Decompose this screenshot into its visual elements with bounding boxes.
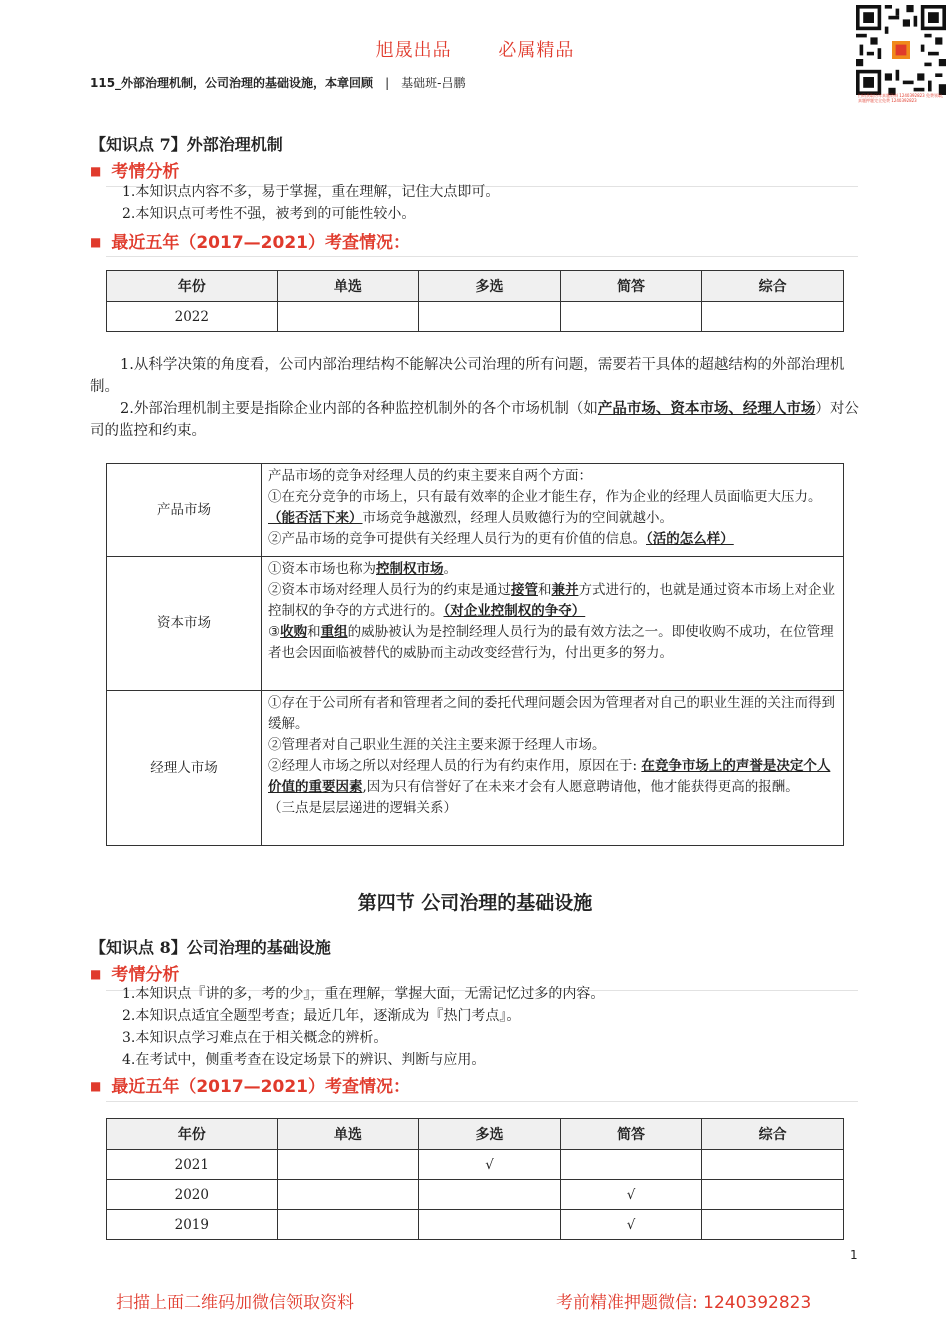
bullet-icon: ■ xyxy=(90,164,102,178)
table-cell: 2020 xyxy=(107,1180,278,1210)
table-cell xyxy=(277,1180,419,1210)
kp7-analysis-line-1: 1.本知识点内容不多，易于掌握，重在理解，记住大点即可。 xyxy=(122,184,500,200)
table-cell xyxy=(560,1150,702,1180)
table-row xyxy=(107,1210,844,1240)
table-cell xyxy=(702,1210,844,1240)
banner xyxy=(0,36,950,62)
table-row xyxy=(107,464,844,557)
kp7-title: 【知识点 7】外部治理机制 xyxy=(90,135,283,154)
kp8-analysis-line-4: 4.在考试中，侧重考查在设定场景下的辨识、判断与应用。 xyxy=(122,1052,486,1068)
breadcrumb-title: 115_外部治理机制，公司治理的基础设施，本章回顾 xyxy=(90,76,374,90)
table-cell xyxy=(702,1180,844,1210)
table-cell xyxy=(277,1150,419,1180)
market-name: 产品市场 xyxy=(107,464,262,557)
column-header: 综合 xyxy=(702,271,844,302)
kp8-title: 【知识点 8】公司治理的基础设施 xyxy=(90,938,331,957)
table-cell: √ xyxy=(419,1150,561,1180)
column-header: 综合 xyxy=(702,1119,844,1150)
column-header: 年份 xyxy=(107,1119,278,1150)
market-description: ①资本市场也称为控制权市场。 ②资本市场对经理人员行为的约束是通过接管和兼并方式进行的，也就是通过资本市场上对企业控制权的争夺的方式进行的。（对企业控制权的争夺） ③收购和重组的威胁被认为是控制经理人员行为的最有效方法之一。即使收购不成功，在位管理者也会因面临被替代的威胁而主动改变经营行为，付出更多的努力。 xyxy=(262,557,844,691)
footer-right-note: 考前精准押题微信: 1240392823 xyxy=(556,1293,812,1313)
column-header: 多选 xyxy=(419,1119,561,1150)
column-header: 简答 xyxy=(560,271,702,302)
kp7-paragraph-2: 2.外部治理机制主要是指除企业内部的各种监控机制外的各个市场机制（如产品市场、资本市场、经理人市场）对公司的监控和约束。 xyxy=(90,400,859,439)
column-header: 多选 xyxy=(419,271,561,302)
table-row xyxy=(107,691,844,846)
kp8-exam-table xyxy=(106,1118,844,1240)
table-cell: √ xyxy=(560,1180,702,1210)
table-cell: 2022 xyxy=(107,302,278,332)
breadcrumb xyxy=(90,74,465,91)
kp7-paragraph-1: 1.从科学决策的角度看，公司内部治理结构不能解决公司治理的所有问题，需要若干具体的超越结构的外部治理机制。 xyxy=(90,357,845,395)
bullet-icon: ■ xyxy=(90,235,102,249)
qr-caption: 扫码获取历年真题资料 1240392823 免费领取，真题押题完全免费 1240392823 xyxy=(858,93,946,103)
table-cell xyxy=(560,302,702,332)
column-header: 单选 xyxy=(277,271,419,302)
table-row xyxy=(107,1180,844,1210)
kp7-analysis-line-2: 2.本知识点可考性不强，被考到的可能性较小。 xyxy=(122,206,416,222)
table-row xyxy=(107,302,844,332)
kp8-history-heading: ■ 最近五年（2017—2021）考查情况： xyxy=(90,1077,410,1097)
qr-code[interactable] xyxy=(856,5,946,95)
column-header: 年份 xyxy=(107,271,278,302)
table-row xyxy=(107,1150,844,1180)
market-name: 经理人市场 xyxy=(107,691,262,846)
breadcrumb-separator: | xyxy=(385,76,390,90)
market-name: 资本市场 xyxy=(107,557,262,691)
table-row xyxy=(107,557,844,691)
footer-left-note: 扫描上面二维码加微信领取资料 xyxy=(116,1293,354,1313)
bullet-icon: ■ xyxy=(90,967,102,981)
table-cell xyxy=(419,1180,561,1210)
kp8-analysis-line-2: 2.本知识点适宜全题型考查；最近几年，逐渐成为『热门考点』。 xyxy=(122,1008,521,1024)
market-description: ①存在于公司所有者和管理者之间的委托代理问题会因为管理者对自己的职业生涯的关注而得到缓解。 ②管理者对自己职业生涯的关注主要来源于经理人市场。 ②经理人市场之所以对经理人员的行为有约束作用，原因在于: 在竞争市场上的声誉是决定个人价值的重要因素,因为只有信誉好了在未来才会有人愿意聘请他，他才能获得更高的报酬。 （三点是层层递进的逻辑关系） xyxy=(262,691,844,846)
table-cell: 2021 xyxy=(107,1150,278,1180)
banner-right: 必属精品 xyxy=(498,40,575,61)
kp8-analysis-line-1: 1.本知识点『讲的多，考的少』，重在理解，掌握大面，无需记忆过多的内容。 xyxy=(122,986,605,1002)
table-cell xyxy=(702,302,844,332)
table-cell xyxy=(419,302,561,332)
kp7-history-heading: ■ 最近五年（2017—2021）考查情况： xyxy=(90,233,410,253)
divider xyxy=(106,1101,858,1102)
bullet-icon: ■ xyxy=(90,1079,102,1093)
table-cell: 2019 xyxy=(107,1210,278,1240)
table-cell xyxy=(702,1150,844,1180)
table-cell xyxy=(419,1210,561,1240)
divider xyxy=(106,256,858,257)
page-number: 1 xyxy=(850,1248,858,1262)
market-mechanisms-table xyxy=(106,463,844,846)
section-title: 第四节 公司治理的基础设施 xyxy=(357,892,593,914)
column-header: 简答 xyxy=(560,1119,702,1150)
breadcrumb-class: 基础班-吕鹏 xyxy=(401,76,466,90)
banner-left: 旭晟出品 xyxy=(375,40,452,61)
table-header-row xyxy=(107,1119,844,1150)
kp7-exam-table xyxy=(106,270,844,332)
column-header: 单选 xyxy=(277,1119,419,1150)
market-description: 产品市场的竞争对经理人员的约束主要来自两个方面： ①在充分竞争的市场上，只有最有效率的企业才能生存，作为企业的经理人员面临更大压力。（能否活下来）市场竞争越激烈，经理人员败德行为的空间就越小。 ②产品市场的竞争可提供有关经理人员行为的更有价值的信息。（活的怎么样） xyxy=(262,464,844,557)
table-cell xyxy=(277,302,419,332)
table-cell xyxy=(277,1210,419,1240)
kp8-analysis-line-3: 3.本知识点学习难点在于相关概念的辨析。 xyxy=(122,1030,388,1046)
kp8-analysis-heading: ■ 考情分析 xyxy=(90,965,180,985)
table-cell: √ xyxy=(560,1210,702,1240)
kp7-analysis-heading: ■ 考情分析 xyxy=(90,162,180,182)
table-header-row xyxy=(107,271,844,302)
